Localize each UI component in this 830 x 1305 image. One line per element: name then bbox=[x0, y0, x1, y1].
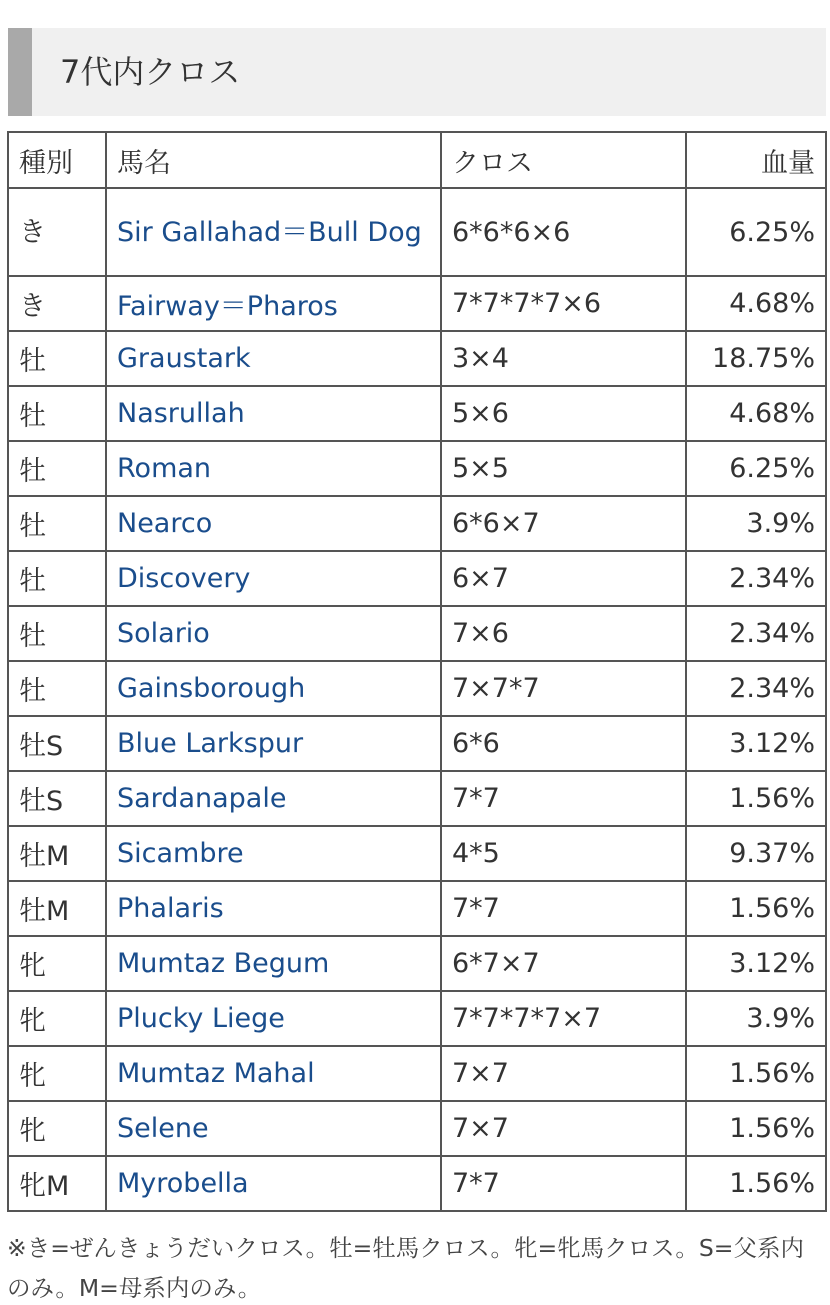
section-title: 7代内クロス bbox=[60, 53, 241, 91]
cell-type: 牡 bbox=[8, 606, 106, 661]
cell-cross: 6*6×7 bbox=[441, 496, 686, 551]
cell-cross: 7×6 bbox=[441, 606, 686, 661]
cell-cross: 7*7 bbox=[441, 1156, 686, 1211]
table-row bbox=[8, 1101, 826, 1156]
cell-cross: 6*6*6×6 bbox=[441, 188, 686, 276]
table-row bbox=[8, 331, 826, 386]
cell-cross: 7*7 bbox=[441, 771, 686, 826]
cell-ratio: 3.9% bbox=[686, 991, 826, 1046]
cell-ratio: 9.37% bbox=[686, 826, 826, 881]
cell-ratio: 4.68% bbox=[686, 276, 826, 331]
table-row bbox=[8, 1156, 826, 1211]
cell-ratio: 3.9% bbox=[686, 496, 826, 551]
cell-ratio: 6.25% bbox=[686, 441, 826, 496]
horse-link[interactable]: Myrobella bbox=[117, 1168, 249, 1199]
cell-name bbox=[106, 826, 441, 881]
inbreeding-cross-table bbox=[7, 131, 827, 1212]
cell-ratio: 2.34% bbox=[686, 551, 826, 606]
cell-name bbox=[106, 551, 441, 606]
cell-name bbox=[106, 188, 441, 276]
horse-link[interactable]: Sir Gallahad＝Bull Dog bbox=[117, 216, 422, 248]
header-name: 馬名 bbox=[106, 132, 441, 188]
horse-link[interactable]: Nearco bbox=[117, 508, 213, 539]
table-row bbox=[8, 771, 826, 826]
horse-link[interactable]: Nasrullah bbox=[117, 398, 245, 429]
cell-cross: 7*7*7*7×6 bbox=[441, 276, 686, 331]
horse-link[interactable]: Roman bbox=[117, 453, 212, 484]
cell-type: 牡M bbox=[8, 826, 106, 881]
cell-ratio: 18.75% bbox=[686, 331, 826, 386]
cell-ratio: 4.68% bbox=[686, 386, 826, 441]
cell-ratio: 2.34% bbox=[686, 661, 826, 716]
cell-name bbox=[106, 936, 441, 991]
table-row bbox=[8, 936, 826, 991]
cell-name bbox=[106, 716, 441, 771]
cell-name bbox=[106, 331, 441, 386]
cell-type: 牡 bbox=[8, 551, 106, 606]
cell-cross: 7×7*7 bbox=[441, 661, 686, 716]
cell-cross: 3×4 bbox=[441, 331, 686, 386]
cell-name bbox=[106, 441, 441, 496]
horse-link[interactable]: Fairway＝Pharos bbox=[117, 291, 338, 322]
horse-link[interactable]: Plucky Liege bbox=[117, 1003, 285, 1034]
cell-name bbox=[106, 771, 441, 826]
cell-name bbox=[106, 606, 441, 661]
table-row bbox=[8, 661, 826, 716]
horse-link[interactable]: Mumtaz Begum bbox=[117, 948, 330, 979]
cell-ratio: 1.56% bbox=[686, 771, 826, 826]
cell-cross: 5×6 bbox=[441, 386, 686, 441]
cell-type: 牡 bbox=[8, 661, 106, 716]
cell-cross: 7×7 bbox=[441, 1101, 686, 1156]
table-row bbox=[8, 496, 826, 551]
cell-name bbox=[106, 1046, 441, 1101]
cell-type: 牡 bbox=[8, 496, 106, 551]
cell-type: 牡 bbox=[8, 441, 106, 496]
cell-type: き bbox=[8, 188, 106, 276]
cell-type: 牝 bbox=[8, 1101, 106, 1156]
cell-type: 牝M bbox=[8, 1156, 106, 1211]
cell-cross: 7*7 bbox=[441, 881, 686, 936]
cell-cross: 6*6 bbox=[441, 716, 686, 771]
cell-cross: 6*7×7 bbox=[441, 936, 686, 991]
cell-name bbox=[106, 386, 441, 441]
table-row bbox=[8, 188, 826, 276]
cell-name bbox=[106, 991, 441, 1046]
horse-link[interactable]: Selene bbox=[117, 1113, 209, 1144]
section-heading bbox=[8, 28, 826, 116]
horse-link[interactable]: Mumtaz Mahal bbox=[117, 1058, 315, 1089]
cell-name bbox=[106, 1101, 441, 1156]
cell-ratio: 3.12% bbox=[686, 936, 826, 991]
table-row bbox=[8, 441, 826, 496]
cell-type: 牡S bbox=[8, 771, 106, 826]
cell-type: き bbox=[8, 276, 106, 331]
table-row bbox=[8, 991, 826, 1046]
table-header-row bbox=[8, 132, 826, 188]
cell-name bbox=[106, 881, 441, 936]
cell-type: 牡S bbox=[8, 716, 106, 771]
table-row bbox=[8, 276, 826, 331]
header-ratio: 血量 bbox=[686, 132, 826, 188]
horse-link[interactable]: Phalaris bbox=[117, 893, 224, 924]
cell-cross: 5×5 bbox=[441, 441, 686, 496]
header-type: 種別 bbox=[8, 132, 106, 188]
cell-ratio: 1.56% bbox=[686, 1101, 826, 1156]
cell-type: 牝 bbox=[8, 936, 106, 991]
cell-ratio: 2.34% bbox=[686, 606, 826, 661]
horse-link[interactable]: Gainsborough bbox=[117, 673, 306, 704]
horse-link[interactable]: Blue Larkspur bbox=[117, 728, 304, 759]
cell-type: 牝 bbox=[8, 991, 106, 1046]
table-row bbox=[8, 881, 826, 936]
table-row bbox=[8, 826, 826, 881]
cell-cross: 6×7 bbox=[441, 551, 686, 606]
legend-footnote: ※き=ぜんきょうだいクロス。牡=牡馬クロス。牝=牝馬クロス。S=父系内のみ。M=母系内のみ。 bbox=[7, 1234, 804, 1302]
horse-link[interactable]: Sardanapale bbox=[117, 783, 287, 814]
cell-ratio: 3.12% bbox=[686, 716, 826, 771]
cell-name bbox=[106, 1156, 441, 1211]
cell-cross: 7*7*7*7×7 bbox=[441, 991, 686, 1046]
horse-link[interactable]: Discovery bbox=[117, 563, 251, 594]
cell-type: 牝 bbox=[8, 1046, 106, 1101]
table-row bbox=[8, 551, 826, 606]
table-row bbox=[8, 1046, 826, 1101]
horse-link[interactable]: Graustark bbox=[117, 343, 251, 374]
cell-name bbox=[106, 496, 441, 551]
horse-link[interactable]: Sicambre bbox=[117, 838, 244, 869]
cell-ratio: 1.56% bbox=[686, 881, 826, 936]
header-cross: クロス bbox=[441, 132, 686, 188]
cell-name bbox=[106, 661, 441, 716]
cell-ratio: 1.56% bbox=[686, 1046, 826, 1101]
cell-cross: 7×7 bbox=[441, 1046, 686, 1101]
cell-ratio: 1.56% bbox=[686, 1156, 826, 1211]
table-row bbox=[8, 386, 826, 441]
table-row bbox=[8, 606, 826, 661]
table-row bbox=[8, 716, 826, 771]
cell-type: 牡M bbox=[8, 881, 106, 936]
cell-ratio: 6.25% bbox=[686, 188, 826, 276]
cell-type: 牡 bbox=[8, 386, 106, 441]
horse-link[interactable]: Solario bbox=[117, 618, 210, 649]
cell-cross: 4*5 bbox=[441, 826, 686, 881]
cell-name bbox=[106, 276, 441, 331]
cell-type: 牡 bbox=[8, 331, 106, 386]
